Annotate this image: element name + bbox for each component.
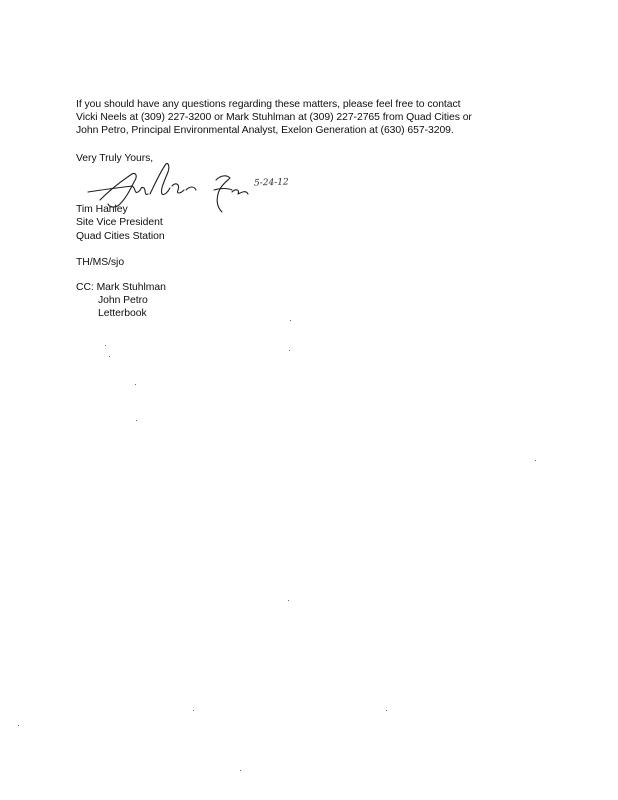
scan-speck bbox=[386, 710, 387, 711]
scan-speck bbox=[136, 420, 137, 421]
cc-recipient: John Petro bbox=[98, 295, 148, 306]
signature-date: 5-24-12 bbox=[253, 177, 289, 189]
scan-speck bbox=[18, 725, 19, 726]
scan-speck bbox=[535, 460, 536, 461]
body-line-1: If you should have any questions regarding these matters, please feel free to contact bbox=[76, 99, 461, 110]
cc-recipient: Letterbook bbox=[98, 308, 147, 319]
body-line-3: John Petro, Principal Environmental Analyst, Exelon Generation at (630) 657-3209. bbox=[76, 125, 454, 136]
signer-name: Tim Hanley bbox=[76, 204, 128, 215]
scan-speck bbox=[105, 345, 106, 346]
reference-initials: TH/MS/sjo bbox=[76, 257, 125, 268]
cc-line: CC: Mark Stuhlman bbox=[76, 282, 166, 293]
scan-speck bbox=[290, 320, 291, 321]
scan-speck bbox=[193, 710, 194, 711]
scan-speck bbox=[109, 356, 110, 357]
signer-title: Site Vice President bbox=[76, 217, 163, 228]
signer-station: Quad Cities Station bbox=[76, 231, 165, 242]
body-line-2: Vicki Neels at (309) 227-3200 or Mark Stuhlman at (309) 227-2765 from Quad Cities or bbox=[76, 112, 472, 123]
scan-speck bbox=[135, 384, 136, 385]
scan-speck bbox=[240, 770, 241, 771]
scan-speck bbox=[289, 350, 290, 351]
closing-line: Very Truly Yours, bbox=[76, 153, 154, 164]
scan-speck bbox=[288, 600, 289, 601]
